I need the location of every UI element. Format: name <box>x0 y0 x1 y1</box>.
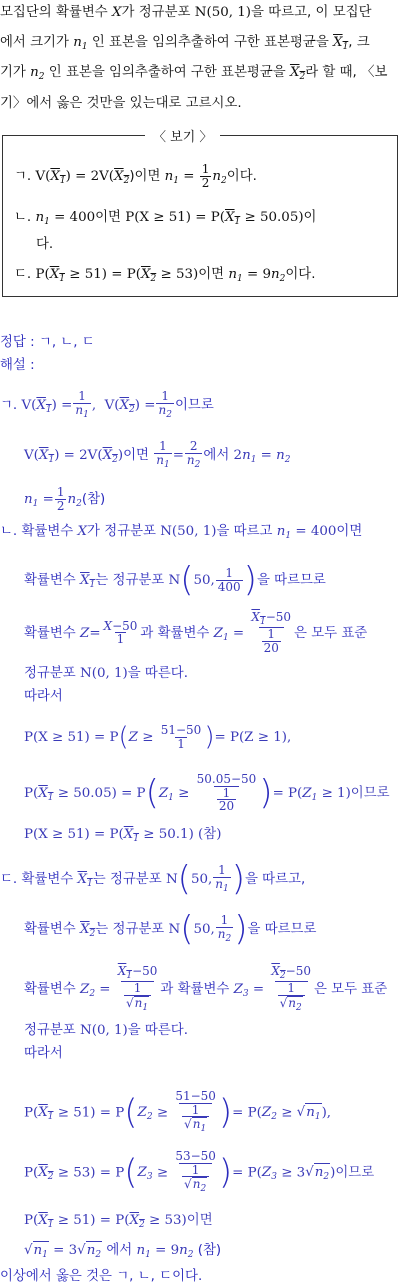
choice-d <box>14 266 315 288</box>
sol-d-line-6: $P(X_2 \ge 53) = P(Z_3$ ≥ $\frac{53-50}{\frac{1}{√n_2}}$ )= $P(Z_3 \ge 3√n_2)$이므로 <box>24 1149 375 1195</box>
text: 을 따르고, 이 모집단 <box>251 5 372 20</box>
sol-label: ㄱ. <box>0 398 18 414</box>
choice-n <box>14 209 317 231</box>
text: )이면 <box>129 169 165 185</box>
choice-g: ㄱ. $V(X_1) = 2V(X_2)$이면 $n_1$ = $\frac{1}{2}$ $n_2$이다. <box>14 162 257 190</box>
then-2: 따라서 <box>24 1046 63 1061</box>
text: 이다. <box>226 169 257 185</box>
sol-g-line-2: $V(X_1) = 2V(X_2)$이면 $\frac{1}{n_1}$ = $\frac{2}{n_2}$ 에서 $2n_1 = n_2$ <box>24 439 291 470</box>
text: 인 표본을 임의추출하여 구한 표본평균을 <box>48 65 290 80</box>
xbar1: $X_1$ <box>49 267 65 284</box>
problem-line-1 <box>0 4 372 22</box>
sol-d-line-4: 정규분포 N(0, 1)을 따른다. <box>24 1023 188 1038</box>
choice-n-cont: 다. <box>36 237 54 252</box>
text: 이면 <box>123 448 149 464</box>
text: 이다. <box>285 267 316 282</box>
sol-d-line-8: $√n_1 = 3√n_2$ 에서 $n_1 = 9n_2$ (참) <box>24 1241 221 1264</box>
math: V( <box>35 169 51 185</box>
fraction: $\frac{X-50}{1}$ <box>103 618 138 647</box>
answer-label: 정답 : <box>0 335 39 350</box>
sol-d-line-3: 확률변수 $Z_2$ = $\frac{X_1-50}{\frac{1}{√n_1}}$ 과 확률변수 $Z_3$ = $\frac{X_2-50}{\frac{1}{√n_2}}$ 은 모두 표준 <box>24 964 388 1014</box>
math: = 9 <box>242 267 271 282</box>
distribution: N(50, 1) <box>194 5 251 20</box>
math: ≥ 51) = P( <box>64 267 141 282</box>
choice-label: ㄷ. <box>14 267 32 282</box>
sol-g-line-3: $n_1$ = $\frac{1}{2}$ $n_2$(참) <box>24 485 106 513</box>
text: 에서 크기가 <box>0 35 74 50</box>
xbar1: $X_1$ <box>50 169 66 187</box>
math: P( <box>35 267 50 282</box>
fraction: $\frac{2}{n_2}$ <box>186 439 201 470</box>
text: 인 표본을 임의추출하여 구한 표본평균을 <box>91 35 334 50</box>
n1: $n_1$ <box>35 210 50 227</box>
text: 모집단의 확률변수 <box>0 5 112 20</box>
sol-n-line-3: 확률변수 Z= $\frac{X-50}{1}$ 과 확률변수 $Z_1$ = $\frac{X_1-50}{\frac{1}{20}}$ 은 모두 표준 <box>24 610 368 656</box>
choice-label: ㄴ. <box>14 210 32 225</box>
explain-label: 해설 : <box>0 358 35 373</box>
n2: $n_2$ <box>212 169 227 187</box>
fraction: $\frac{1}{n_2}$ <box>158 389 172 420</box>
text: 이므로 <box>174 398 214 414</box>
then-1: 따라서 <box>24 689 63 704</box>
fraction: $\frac{1}{2}$ <box>201 162 210 190</box>
sol-n-line-4: 정규분포 N(0, 1)을 따른다. <box>24 666 188 681</box>
problem-line-3 <box>0 64 387 86</box>
n1: $n_1$ <box>228 267 243 284</box>
sol-d-line-5: $P(X_1 \ge 51) = P(Z_2$ ≥ $\frac{51-50}{\frac{1}{√n_1}}$ )= $P(Z_2 \ge √n_1)$, <box>24 1089 332 1135</box>
problem-line-2 <box>0 34 370 56</box>
sol-d-line-2: 확률변수 $X_2$는 정규분포 N(50, $\frac{1}{n_2}$ )을 따르므로 <box>24 909 317 949</box>
n1: $n_1$ <box>73 35 88 52</box>
answer-value: ㄱ, ㄴ, ㄷ <box>38 335 95 350</box>
sol-n-line-5: P(X ≥ 51) = P(Z ≥ $\frac{51-50}{1}$ )= P(Z ≥ 1), <box>24 722 292 753</box>
text: 라 할 때, 〈보 <box>305 65 388 80</box>
math: ≥ 53)이면 <box>156 267 229 282</box>
fraction: $\frac{1}{n_1}$ <box>75 389 89 420</box>
choice-label: ㄱ. <box>14 169 32 185</box>
fraction: $\frac{1}{2}$ <box>56 485 65 513</box>
math: ) = 2V( <box>65 169 115 185</box>
text: 에서 <box>203 448 230 464</box>
xbar1: $X_1$ <box>333 35 349 52</box>
answer-line <box>0 334 95 352</box>
sol-n-line-1: ㄴ. 확률변수 X가 정규분포 N(50, 1)을 따르고 $n_1 = 400$이면 <box>0 524 363 541</box>
fraction: $\frac{X_1-50}{\frac{1}{20}}$ <box>251 610 292 656</box>
sol-n-line-7: $P(X \ge 51) = P(X_1 \ge 50.1)$ (참) <box>24 827 222 844</box>
fraction: $\frac{1}{400}$ <box>217 565 241 594</box>
final-conclusion: 이상에서 옳은 것은 ㄱ, ㄴ, ㄷ이다. <box>0 1269 203 1284</box>
sol-g-line-1: ㄱ. $V(X_1)$ = $\frac{1}{n_1}$ , $V(X_2)$ = $\frac{1}{n_2}$ 이므로 <box>0 389 214 420</box>
sol-d-line-1: ㄷ. 확률변수 $X_1$는 정규분포 N(50, $\frac{1}{n_1}$ )을 따르고, <box>0 859 306 899</box>
sol-n-line-6: $P(X_1 \ge 50.05) = P(Z_1$ ≥ $\frac{50.05-50}{\frac{1}{20}}$ )= $P(Z_1 \ge 1)$이므로 <box>24 772 390 814</box>
sol-d-line-7: $P(X_1 \ge 51) = P(X_2 \ge 53)$이면 <box>24 1213 213 1230</box>
math: = 400이면 P(X ≥ 51) = P( <box>49 210 225 225</box>
text: , 크 <box>348 35 370 50</box>
n2: $n_2$ <box>30 65 45 82</box>
sol-label: ㄷ. <box>0 872 18 887</box>
math: ≥ 50.05)이 <box>240 210 317 225</box>
var-x: X <box>112 5 122 20</box>
text: (참) <box>81 492 106 508</box>
box-title: 〈 보기 〉 <box>145 126 220 145</box>
text: 가 정규분포 <box>121 5 195 20</box>
xbar2: $X_2$ <box>114 169 130 187</box>
fraction: $\frac{1}{n_1}$ <box>156 439 170 470</box>
n1: $n_1$ <box>164 169 180 187</box>
sol-n-line-2: 확률변수 $X_1$는 정규분포 N(50, $\frac{1}{400}$ )을 따르므로 <box>24 560 326 600</box>
text: 기가 <box>0 65 31 80</box>
xbar2: $X_2$ <box>140 267 157 284</box>
n2: $n_2$ <box>270 267 286 284</box>
sol-label: ㄴ. <box>0 524 18 539</box>
xbar1: $X_1$ <box>224 210 241 227</box>
problem-line-4: 기〉에서 옳은 것만을 있는대로 고르시오. <box>0 96 242 111</box>
xbar2: $X_2$ <box>289 65 306 82</box>
